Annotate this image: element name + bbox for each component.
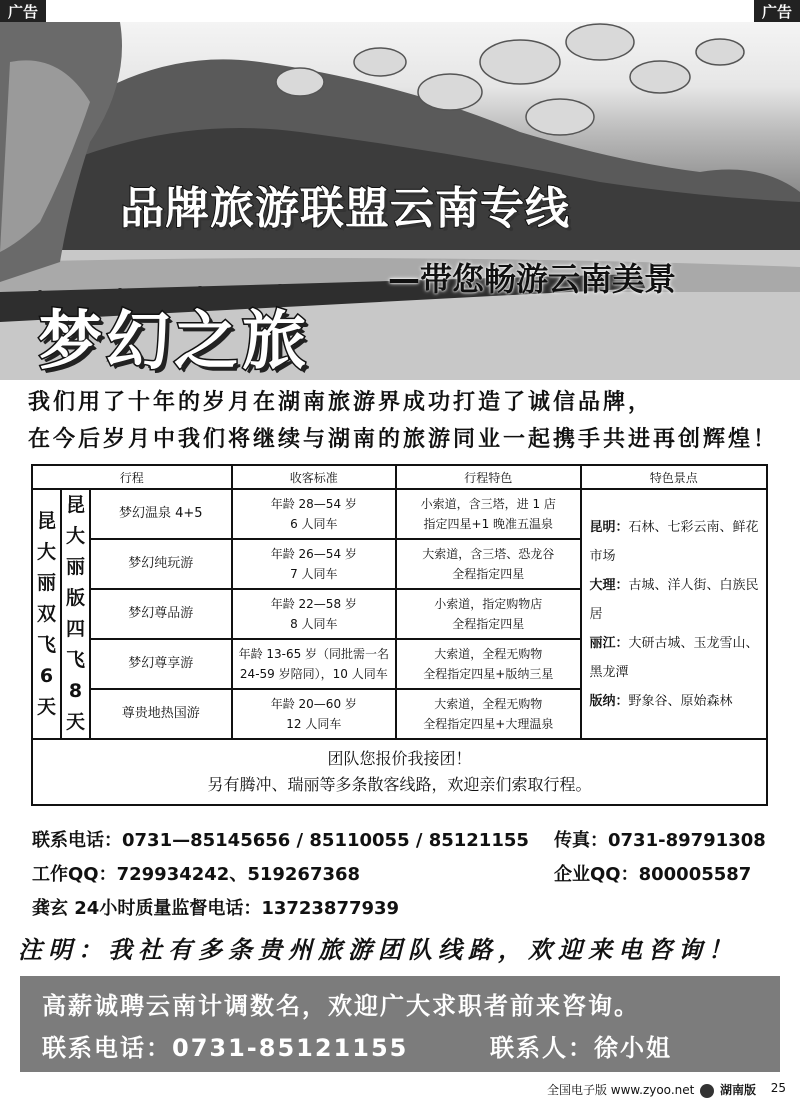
route-feature: 大索道，含三塔、恐龙谷 全程指定四星 xyxy=(396,539,580,589)
route-standard: 年龄 20—60 岁 12 人同车 xyxy=(232,689,397,739)
recruit-line-1: 高薪诚聘云南计调数名，欢迎广大求职者前来咨询。 xyxy=(42,992,640,1020)
route-standard: 年龄 26—54 岁 7 人同车 xyxy=(232,539,397,589)
footer-edition: 湖南版 xyxy=(719,1083,756,1097)
table-header-cell: 行程 xyxy=(32,465,232,489)
ad-label-left: 广告 xyxy=(0,0,46,24)
recruit-banner xyxy=(20,976,780,1072)
brand-title: 梦幻之旅 xyxy=(38,305,310,379)
contact-work-qq: 工作QQ：729934242、519267368 xyxy=(32,864,361,885)
route-name: 梦幻尊品游 xyxy=(90,589,232,639)
table-header-cell: 收客标准 xyxy=(232,465,397,489)
table-header-row xyxy=(32,465,767,489)
table-footer-line-1: 团队您报价我接团！ xyxy=(327,749,472,768)
ad-label-right: 广告 xyxy=(754,0,800,24)
route-name: 梦幻温泉 4+5 xyxy=(90,489,232,539)
recruit-person: 联系人：徐小姐 xyxy=(490,1034,672,1062)
route-standard: 年龄 22—58 岁 8 人同车 xyxy=(232,589,397,639)
featured-spots xyxy=(581,489,767,739)
route-feature: 大索道，全程无购物 全程指定四星+版纳三星 xyxy=(396,639,580,689)
route-group-b: 昆 大 丽 版 四 飞 8 天 xyxy=(61,489,90,739)
spot-item: 丽江：大研古城、玉龙雪山、黑龙潭 xyxy=(589,635,759,680)
globe-icon xyxy=(700,1084,714,1098)
route-feature: 大索道，全程无购物 全程指定四星+大理温泉 xyxy=(396,689,580,739)
footer-site: 全国电子版 www.zyoo.net xyxy=(546,1083,695,1097)
table-header-cell: 特色景点 xyxy=(581,465,767,489)
subline: —带您畅游云南美景 xyxy=(388,260,677,298)
footer xyxy=(547,1081,756,1098)
slogan-line-1: 我们用了十年的岁月在湖南旅游界成功打造了诚信品牌， xyxy=(28,389,654,415)
route-feature: 小索道，指定购物店 全程指定四星 xyxy=(396,589,580,639)
table-footer-line-2: 另有腾冲、瑞丽等多条散客线路，欢迎亲们索取行程。 xyxy=(207,775,592,794)
contact-phone: 联系电话：0731—85145656 / 85110055 / 85121155 xyxy=(32,830,529,851)
spot-item: 昆明：石林、七彩云南、鲜花市场 xyxy=(589,519,759,564)
route-name: 梦幻尊享游 xyxy=(90,639,232,689)
route-name: 尊贵地热国游 xyxy=(90,689,232,739)
slogan-line-2: 在今后岁月中我们将继续与湖南的旅游同业一起携手共进再创辉煌！ xyxy=(28,426,779,452)
spot-item: 版纳：野象谷、原始森林 xyxy=(589,693,733,709)
headline: 品牌旅游联盟云南专线 xyxy=(120,183,570,234)
recruit-phone: 联系电话：0731-85121155 xyxy=(42,1034,409,1062)
route-standard: 年龄 28—54 岁 6 人同车 xyxy=(232,489,397,539)
contact-corp-qq: 企业QQ：800005587 xyxy=(554,864,752,885)
page-number: 25 xyxy=(770,1081,786,1095)
notice: 注明：我社有多条贵州旅游团队线路，欢迎来电咨询！ xyxy=(18,935,738,964)
route-group-a: 昆 大 丽 双 飞 6 天 xyxy=(32,489,61,739)
route-feature: 小索道，含三塔，进 1 店 指定四星+1 晚准五温泉 xyxy=(396,489,580,539)
table-row xyxy=(32,489,767,539)
table-footer-row xyxy=(32,739,767,805)
hero-banner xyxy=(0,22,800,380)
contact-supervise: 龚玄 24小时质量监督电话：13723877939 xyxy=(32,898,400,919)
route-table xyxy=(31,464,768,806)
contact-fax: 传真：0731-89791308 xyxy=(554,830,766,851)
spot-item: 大理：古城、洋人街、白族民居 xyxy=(589,577,759,622)
table-footer xyxy=(32,739,767,805)
route-name: 梦幻纯玩游 xyxy=(90,539,232,589)
table-header-cell: 行程特色 xyxy=(396,465,580,489)
route-standard: 年龄 13-65 岁（同批需一名 24-59 岁陪同），10 人同车 xyxy=(232,639,397,689)
